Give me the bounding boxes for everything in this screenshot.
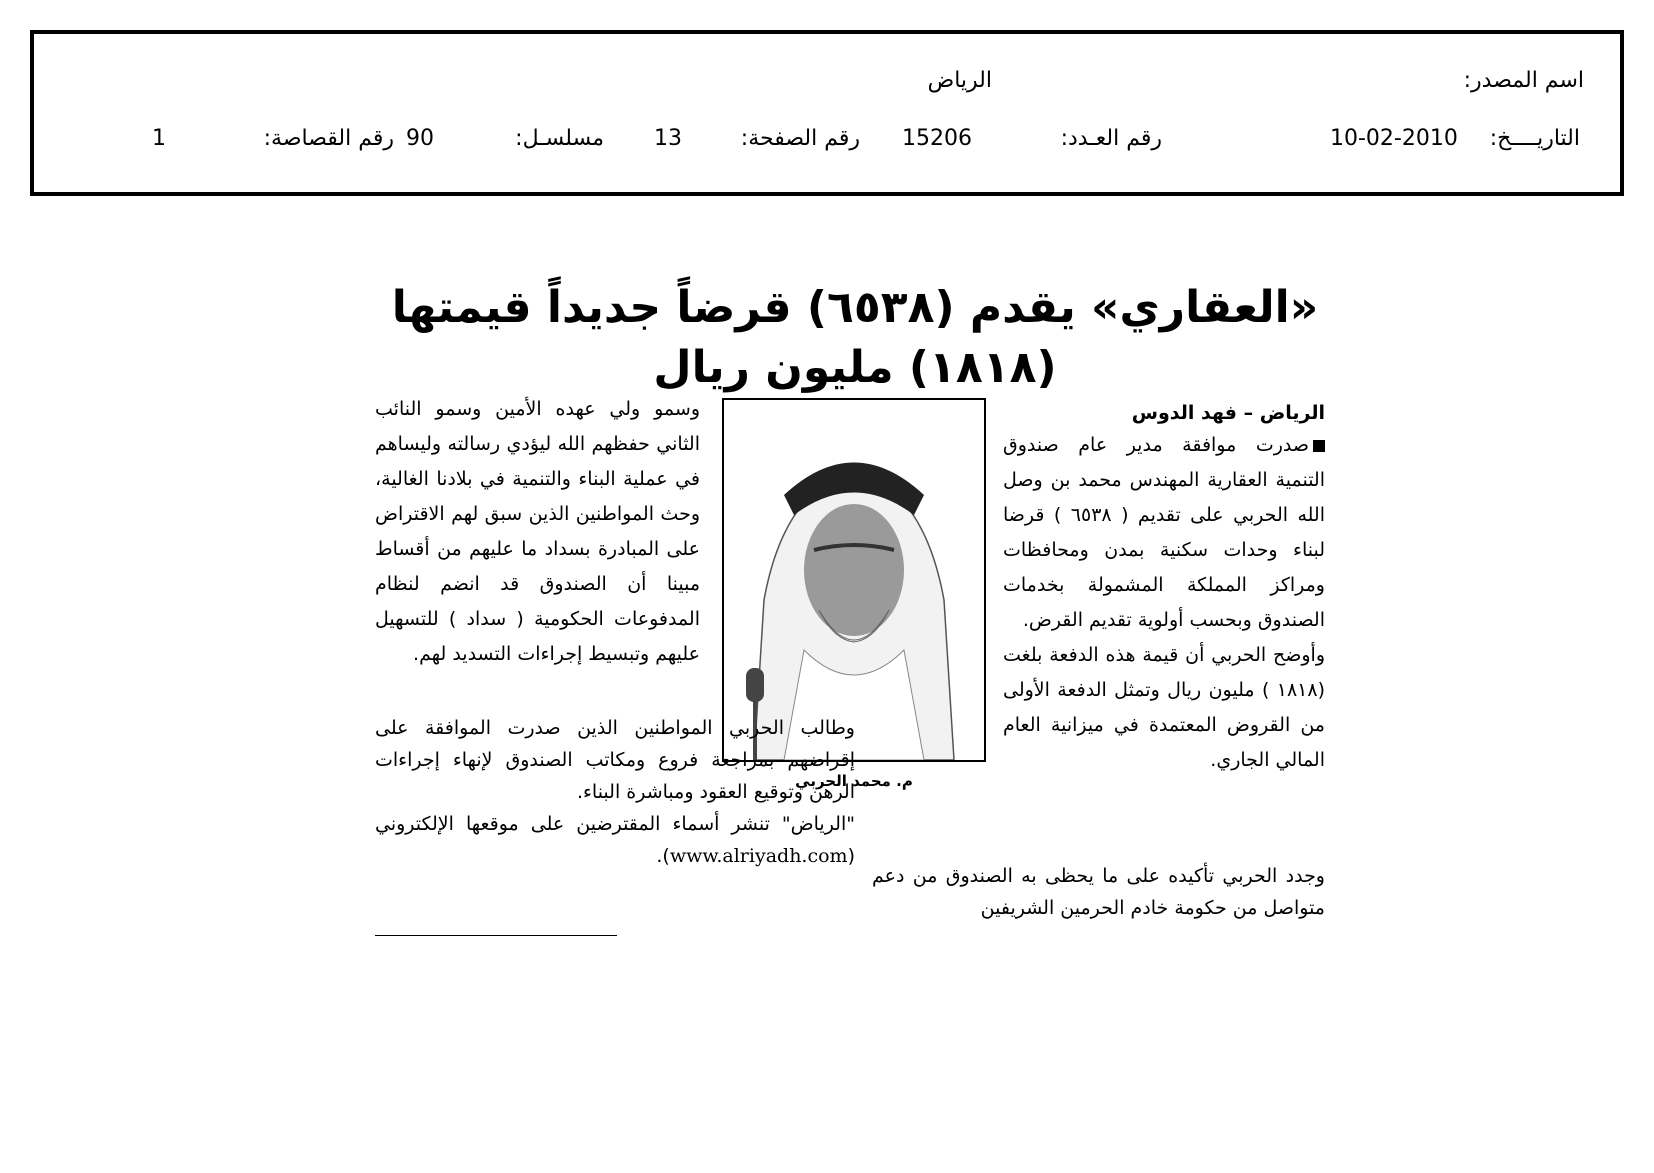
source-label: اسم المصدر: (1463, 68, 1584, 93)
page-label: رقم الصفحة: (740, 126, 860, 151)
portrait-photo (722, 398, 986, 762)
serial-value: 90 (406, 126, 434, 151)
serial-label: مسلسـل: (515, 126, 604, 151)
article-column-right (1003, 398, 1325, 778)
issue-label: رقم العـدد: (1060, 126, 1162, 151)
source-value: الرياض (927, 68, 992, 93)
photo-caption: م. محمد الحربي (795, 772, 913, 790)
article-byline: الرياض – فهد الدوس (1131, 402, 1325, 424)
article-paragraph: وأوضح الحربي أن قيمة هذه الدفعة بلغت (١٨١٨ ) مليون ريال وتمثل الدفعة الأولى من القروض المعتمدة في ميزانية العام المالي الجاري. (1003, 644, 1325, 771)
article-column-left-lower (375, 712, 855, 872)
man-portrait-icon (724, 400, 984, 760)
article-paragraph: وجدد الحربي تأكيده على ما يحظى به الصندوق من دعم متواصل من حكومة خادم الحرمين الشريفين (872, 865, 1325, 919)
article-column-left (375, 392, 700, 672)
date-label: التاريــــخ: (1489, 126, 1580, 151)
article-headline: «العقاري» يقدم (٦٥٣٨) قرضاً جديداً قيمتها (١٨١٨) مليون ريال (391, 282, 1319, 393)
end-rule (375, 935, 617, 936)
article-paragraph: "الرياض" تنشر أسماء المقترضين على موقعها الإلكتروني (www.alriyadh.com). (375, 813, 855, 867)
issue-value: 15206 (902, 126, 972, 151)
website-link[interactable]: www.alriyadh.com (669, 845, 848, 867)
clip-label: رقم القصاصة: (263, 126, 394, 151)
bullet-square-icon (1313, 440, 1325, 452)
clipping-header (30, 30, 1624, 196)
clip-value: 1 (152, 126, 166, 151)
article-column-right-lower (872, 860, 1325, 924)
date-value: 10-02-2010 (1330, 126, 1458, 151)
article-paragraph: صدرت موافقة مدير عام صندوق التنمية العقارية المهندس محمد بن وصل الله الحربي على تقديم ( ٦٥٣٨ ) قرضا لبناء وحدات سكنية بمدن ومحافظات ومراكز المملكة المشمولة بخدمات الصندوق وبحسب أولوية تقديم القرض. (1003, 434, 1325, 631)
article-paragraph: وسمو ولي عهده الأمين وسمو النائب الثاني حفظهم الله ليؤدي رسالته وليساهم في عملية البناء والتنمية في بلادنا الغالية، وحث المواطنين الذين سبق لهم الاقتراض على المبادرة بسداد ما عليهم من أقساط مبينا أن الصندوق قد انضم لنظام المدفوعات الحكومية ( سداد ) للتسهيل عليهم وتبسيط إجراءات التسديد لهم. (375, 398, 700, 665)
page-value: 13 (654, 126, 682, 151)
article-paragraph: وطالب الحربي المواطنين الذين صدرت الموافقة على إقراضهم بمراجعة فروع ومكاتب الصندوق لإنهاء إجراءات الرهن وتوقيع العقود ومباشرة البناء. (375, 717, 855, 803)
